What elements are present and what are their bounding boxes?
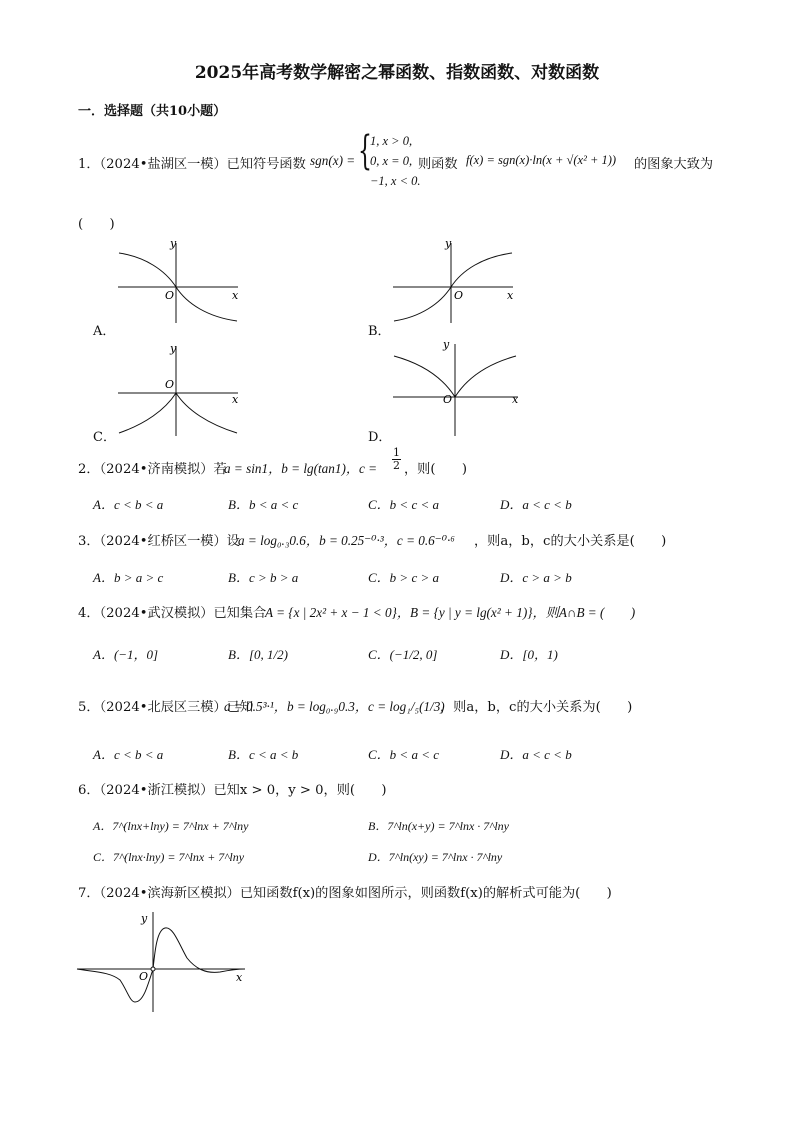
y-label: y — [170, 237, 177, 250]
q2-frac-num: 1 — [393, 446, 400, 459]
y-label: y — [443, 338, 450, 351]
q7-text: 7．（2024•滨海新区模拟）已知函数f(x)的图象如图所示，则函数f(x)的解析式可能为( ) — [78, 886, 612, 901]
origin-label: O — [165, 289, 175, 302]
q1-brace: { — [358, 128, 372, 174]
q4-expr: A = {x | 2x² + x − 1 < 0}，B = {y | y = lg(x² + 1)}，则A∩B = ( ) — [265, 605, 636, 620]
x-label: x — [232, 289, 239, 302]
q3-expr: a = log₀.₃0.6，b = 0.25⁻⁰·³，c = 0.6⁻⁰·⁶ — [238, 533, 455, 548]
q3-option-c: C．b > c > a — [368, 570, 439, 585]
q1-graph-b — [385, 235, 525, 330]
q5-option-c: C．b < a < c — [368, 747, 439, 762]
q2-option-c: C．b < c < a — [368, 497, 439, 512]
q1-case-2: 0, x = 0, — [370, 154, 413, 168]
q3-tail: ，则a，b，c的大小关系是( ) — [474, 534, 667, 549]
q2-tail: ，则( ) — [404, 462, 468, 477]
origin-label: O — [454, 289, 464, 302]
page-title: 2025年高考数学解密之幂函数、指数函数、对数函数 — [194, 63, 600, 83]
q2-expr: a = sin1，b = lg(tan1)，c = — [224, 461, 378, 476]
q4-option-c: C．(−1/2, 0] — [368, 647, 438, 662]
q6-option-a: A．7^(lnx+lny) = 7^lnx + 7^lny — [93, 819, 249, 833]
q1-option-d-label: D． — [368, 430, 392, 445]
y-label: y — [445, 237, 452, 250]
q2-option-b: B．b < a < c — [228, 497, 299, 512]
q1-answer-paren: ( ) — [78, 217, 115, 232]
q1-option-a-label: A． — [93, 324, 116, 339]
y-label: y — [141, 912, 148, 925]
q2-frac-den: 2 — [393, 459, 400, 472]
q1-case-1: 1, x > 0, — [370, 134, 413, 148]
x-label: x — [507, 289, 514, 302]
q1-option-b-label: B． — [368, 324, 391, 339]
q1-option-c-label: C． — [93, 430, 116, 445]
x-label: x — [236, 971, 243, 984]
q1-graph-a — [110, 235, 250, 330]
q1-sgn-lhs: sgn(x) = — [310, 153, 356, 168]
q4-option-d: D．[0，1) — [500, 647, 558, 662]
q6-text: 6．（2024•浙江模拟）已知x > 0，y > 0，则( ) — [78, 783, 387, 798]
origin-label: O — [165, 378, 175, 391]
q1-prefix: 1．（2024•盐湖区一模）已知符号函数 — [78, 157, 306, 172]
y-label: y — [170, 342, 177, 355]
q5-option-b: B．c < a < b — [228, 747, 299, 762]
q4-option-b: B．[0, 1/2) — [228, 647, 288, 662]
origin-label: O — [443, 393, 453, 406]
q1-graph-d — [385, 340, 525, 440]
q2-option-d: D．a < c < b — [500, 497, 572, 512]
q1-cases — [370, 131, 421, 191]
x-label: x — [232, 393, 239, 406]
origin-label: O — [139, 970, 149, 983]
origin-point — [151, 967, 155, 971]
q6-option-d: D．7^ln(xy) = 7^lnx · 7^lny — [368, 850, 503, 864]
q4-text: 4．（2024•武汉模拟）已知集合 — [78, 606, 267, 621]
q1-suffix: 的图象大致为 — [634, 157, 714, 172]
q2-fraction — [392, 447, 401, 472]
q6-option-b: B．7^ln(x+y) = 7^lnx · 7^lny — [368, 819, 510, 833]
x-label: x — [512, 393, 519, 406]
q5-text: 5．（2024•北辰区三模）已知 — [78, 700, 254, 715]
q2-text: 2．（2024•济南模拟）若 — [78, 462, 227, 477]
q1-case-3: −1, x < 0. — [370, 174, 421, 188]
section-heading: 一．选择题（共10小题） — [78, 104, 227, 119]
q7-graph — [75, 910, 255, 1015]
q6-option-c: C．7^(lnx·lny) = 7^lnx + 7^lny — [93, 850, 245, 864]
curve — [119, 393, 237, 433]
q1-middle: 则函数 — [418, 157, 458, 172]
q3-option-a: A．b > a > c — [93, 570, 164, 585]
curve — [77, 928, 245, 1002]
q4-option-a: A．(−1，0] — [93, 647, 159, 662]
q2-option-a: A．c < b < a — [93, 497, 164, 512]
q5-expr: a = 0.5³·¹，b = log₀.₉0.3，c = log₁/₅(1/3) — [224, 699, 445, 714]
q3-option-b: B．c > b > a — [228, 570, 299, 585]
q5-option-a: A．c < b < a — [93, 747, 164, 762]
q1-graph-c — [110, 340, 250, 440]
q3-option-d: D．c > a > b — [500, 570, 572, 585]
q5-tail: ，则a，b，c的大小关系为( ) — [440, 700, 633, 715]
q3-text: 3．（2024•红桥区一模）设 — [78, 534, 240, 549]
q1-function: f(x) = sgn(x)·ln(x + √(x² + 1)) — [466, 153, 617, 167]
q5-option-d: D．a < c < b — [500, 747, 572, 762]
